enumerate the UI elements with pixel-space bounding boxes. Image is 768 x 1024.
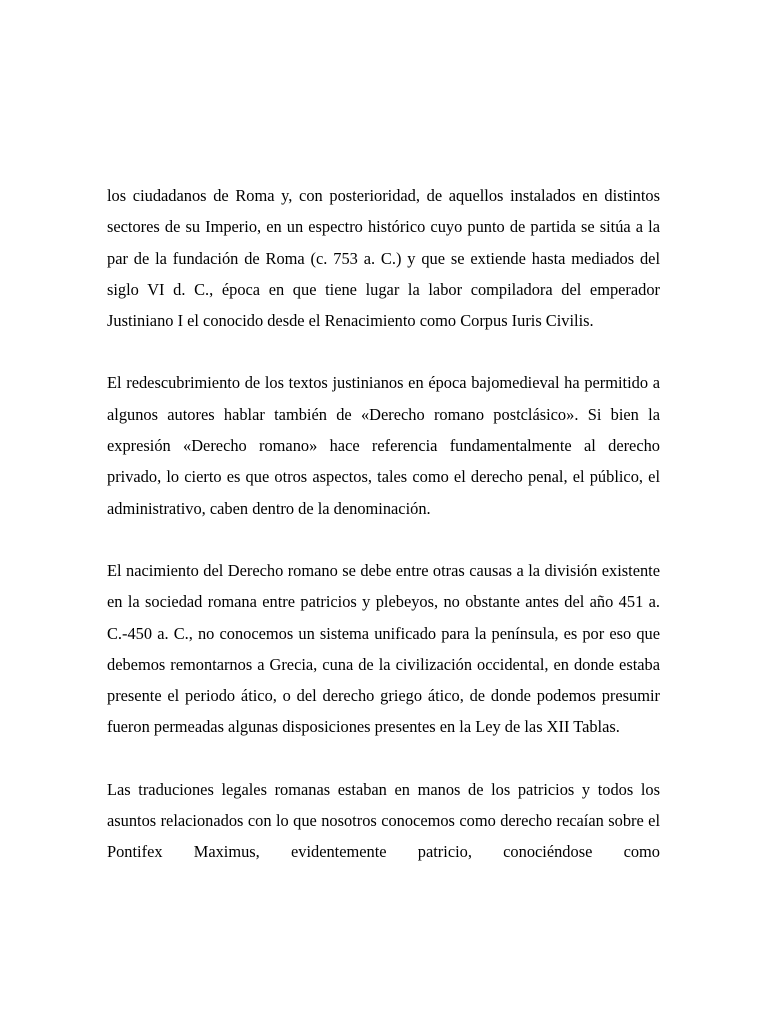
paragraph-1: los ciudadanos de Roma y, con posterioridad, de aquellos instalados en distintos sectores de su Imperio, en un espectro histórico cuyo punto de partida se sitúa a la par de la fundación de Roma (c. 753 a. C.) y que se extiende hasta mediados del siglo VI d. C., época en que tiene lugar la labor compiladora del emperador Justiniano I el conocido desde el Renacimiento como Corpus Iuris Civilis. (107, 186, 660, 331)
paragraph-3: El nacimiento del Derecho romano se debe entre otras causas a la división existente en la sociedad romana entre patricios y plebeyos, no obstante antes del año 451 a. C.-450 a. C., no conocemos un sistema unificado para la península, es por eso que debemos remontarnos a Grecia, cuna de la civilización occidental, en donde estaba presente el periodo ático, o del derecho griego ático, de donde podemos presumir fueron permeadas algunas disposiciones presentes en la Ley de las XII Tablas. (107, 560, 660, 737)
document-body (107, 180, 660, 899)
paragraph-4: Las traduciones legales romanas estaban en manos de los patricios y todos los asuntos relacionados con lo que nosotros conocemos como derecho recaían sobre el Pontifex Maximus, evidentemente patricio, conociéndose como (107, 779, 660, 862)
paragraph-2: El redescubrimiento de los textos justinianos en época bajomedieval ha permitido a algunos autores hablar también de «Derecho romano postclásico». Si bien la expresión «Derecho romano» hace referencia fundamentalmente al derecho privado, lo cierto es que otros aspectos, tales como el derecho penal, el público, el administrativo, caben dentro de la denominación. (107, 373, 660, 518)
